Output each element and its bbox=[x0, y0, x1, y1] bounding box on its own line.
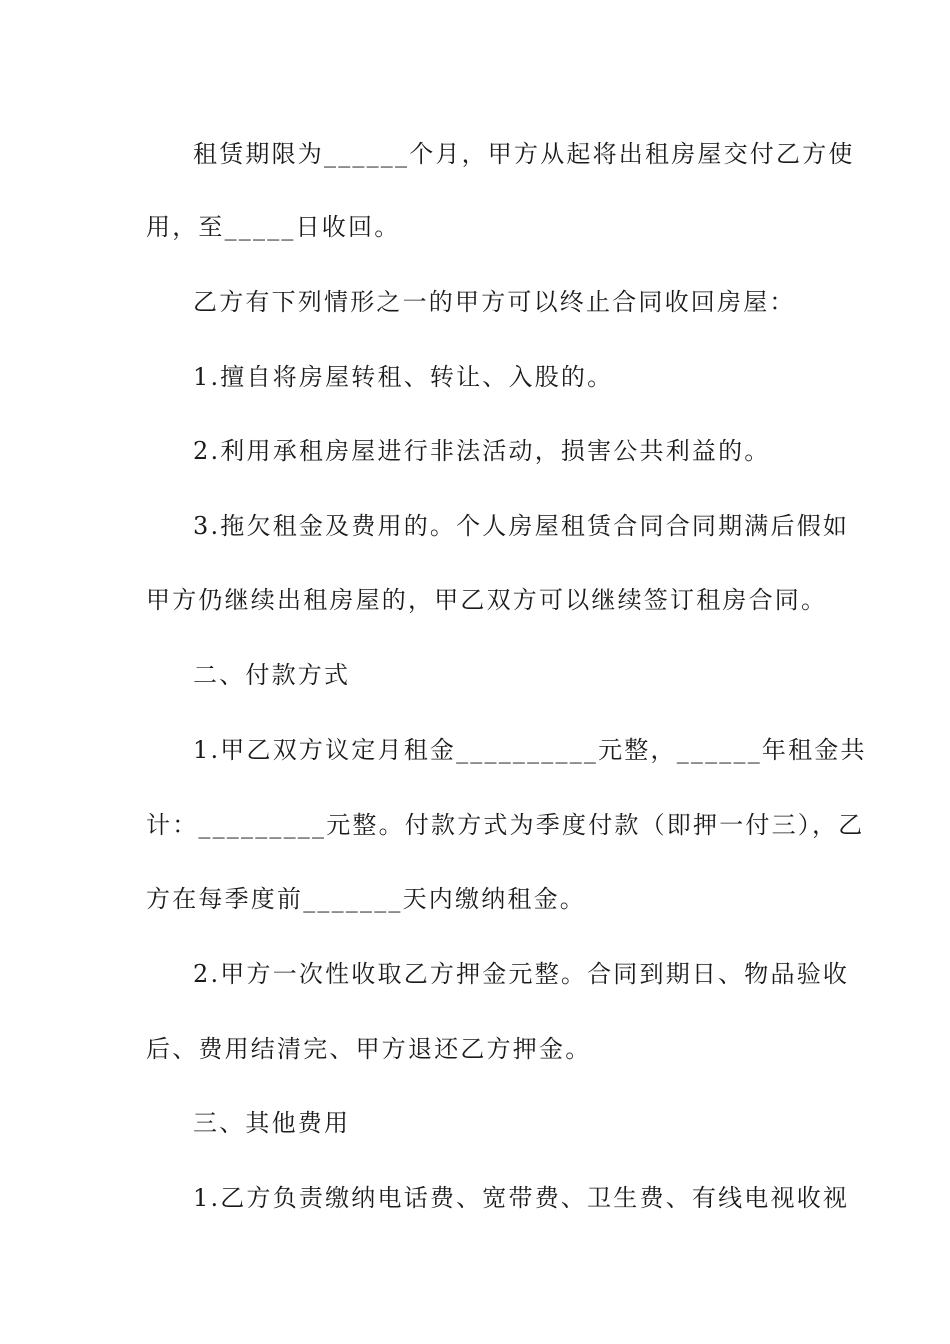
text-line: 方在每季度前_______天内缴纳租金。 bbox=[146, 885, 586, 913]
section-heading: 二、付款方式 bbox=[193, 661, 351, 689]
text-line: 后、费用结清完、甲方退还乙方押金。 bbox=[146, 1035, 592, 1063]
text-line: 乙方有下列情形之一的甲方可以终止合同收回房屋： bbox=[193, 288, 796, 316]
list-item: 2.甲方一次性收取乙方押金元整。合同到期日、物品验收 bbox=[193, 960, 850, 988]
list-item: 1.乙方负责缴纳电话费、宽带费、卫生费、有线电视收视 bbox=[193, 1184, 850, 1212]
text-line: 计：_________元整。付款方式为季度付款（即押一付三），乙 bbox=[146, 811, 865, 839]
text-line: 租赁期限为______个月，甲方从起将出租房屋交付乙方使 bbox=[193, 140, 855, 168]
text-line: 甲方仍继续出租房屋的，甲乙双方可以继续签订租房合同。 bbox=[146, 586, 828, 614]
list-item: 3.拖欠租金及费用的。个人房屋租赁合同合同期满后假如 bbox=[193, 512, 850, 540]
section-heading: 三、其他费用 bbox=[193, 1109, 351, 1137]
list-item: 2.利用承租房屋进行非法活动，损害公共利益的。 bbox=[193, 437, 771, 465]
list-item: 1.甲乙双方议定月租金__________元整，______年租金共 bbox=[193, 736, 867, 764]
text-line: 用，至_____日收回。 bbox=[146, 213, 401, 241]
list-item: 1.擅自将房屋转租、转让、入股的。 bbox=[193, 363, 614, 391]
